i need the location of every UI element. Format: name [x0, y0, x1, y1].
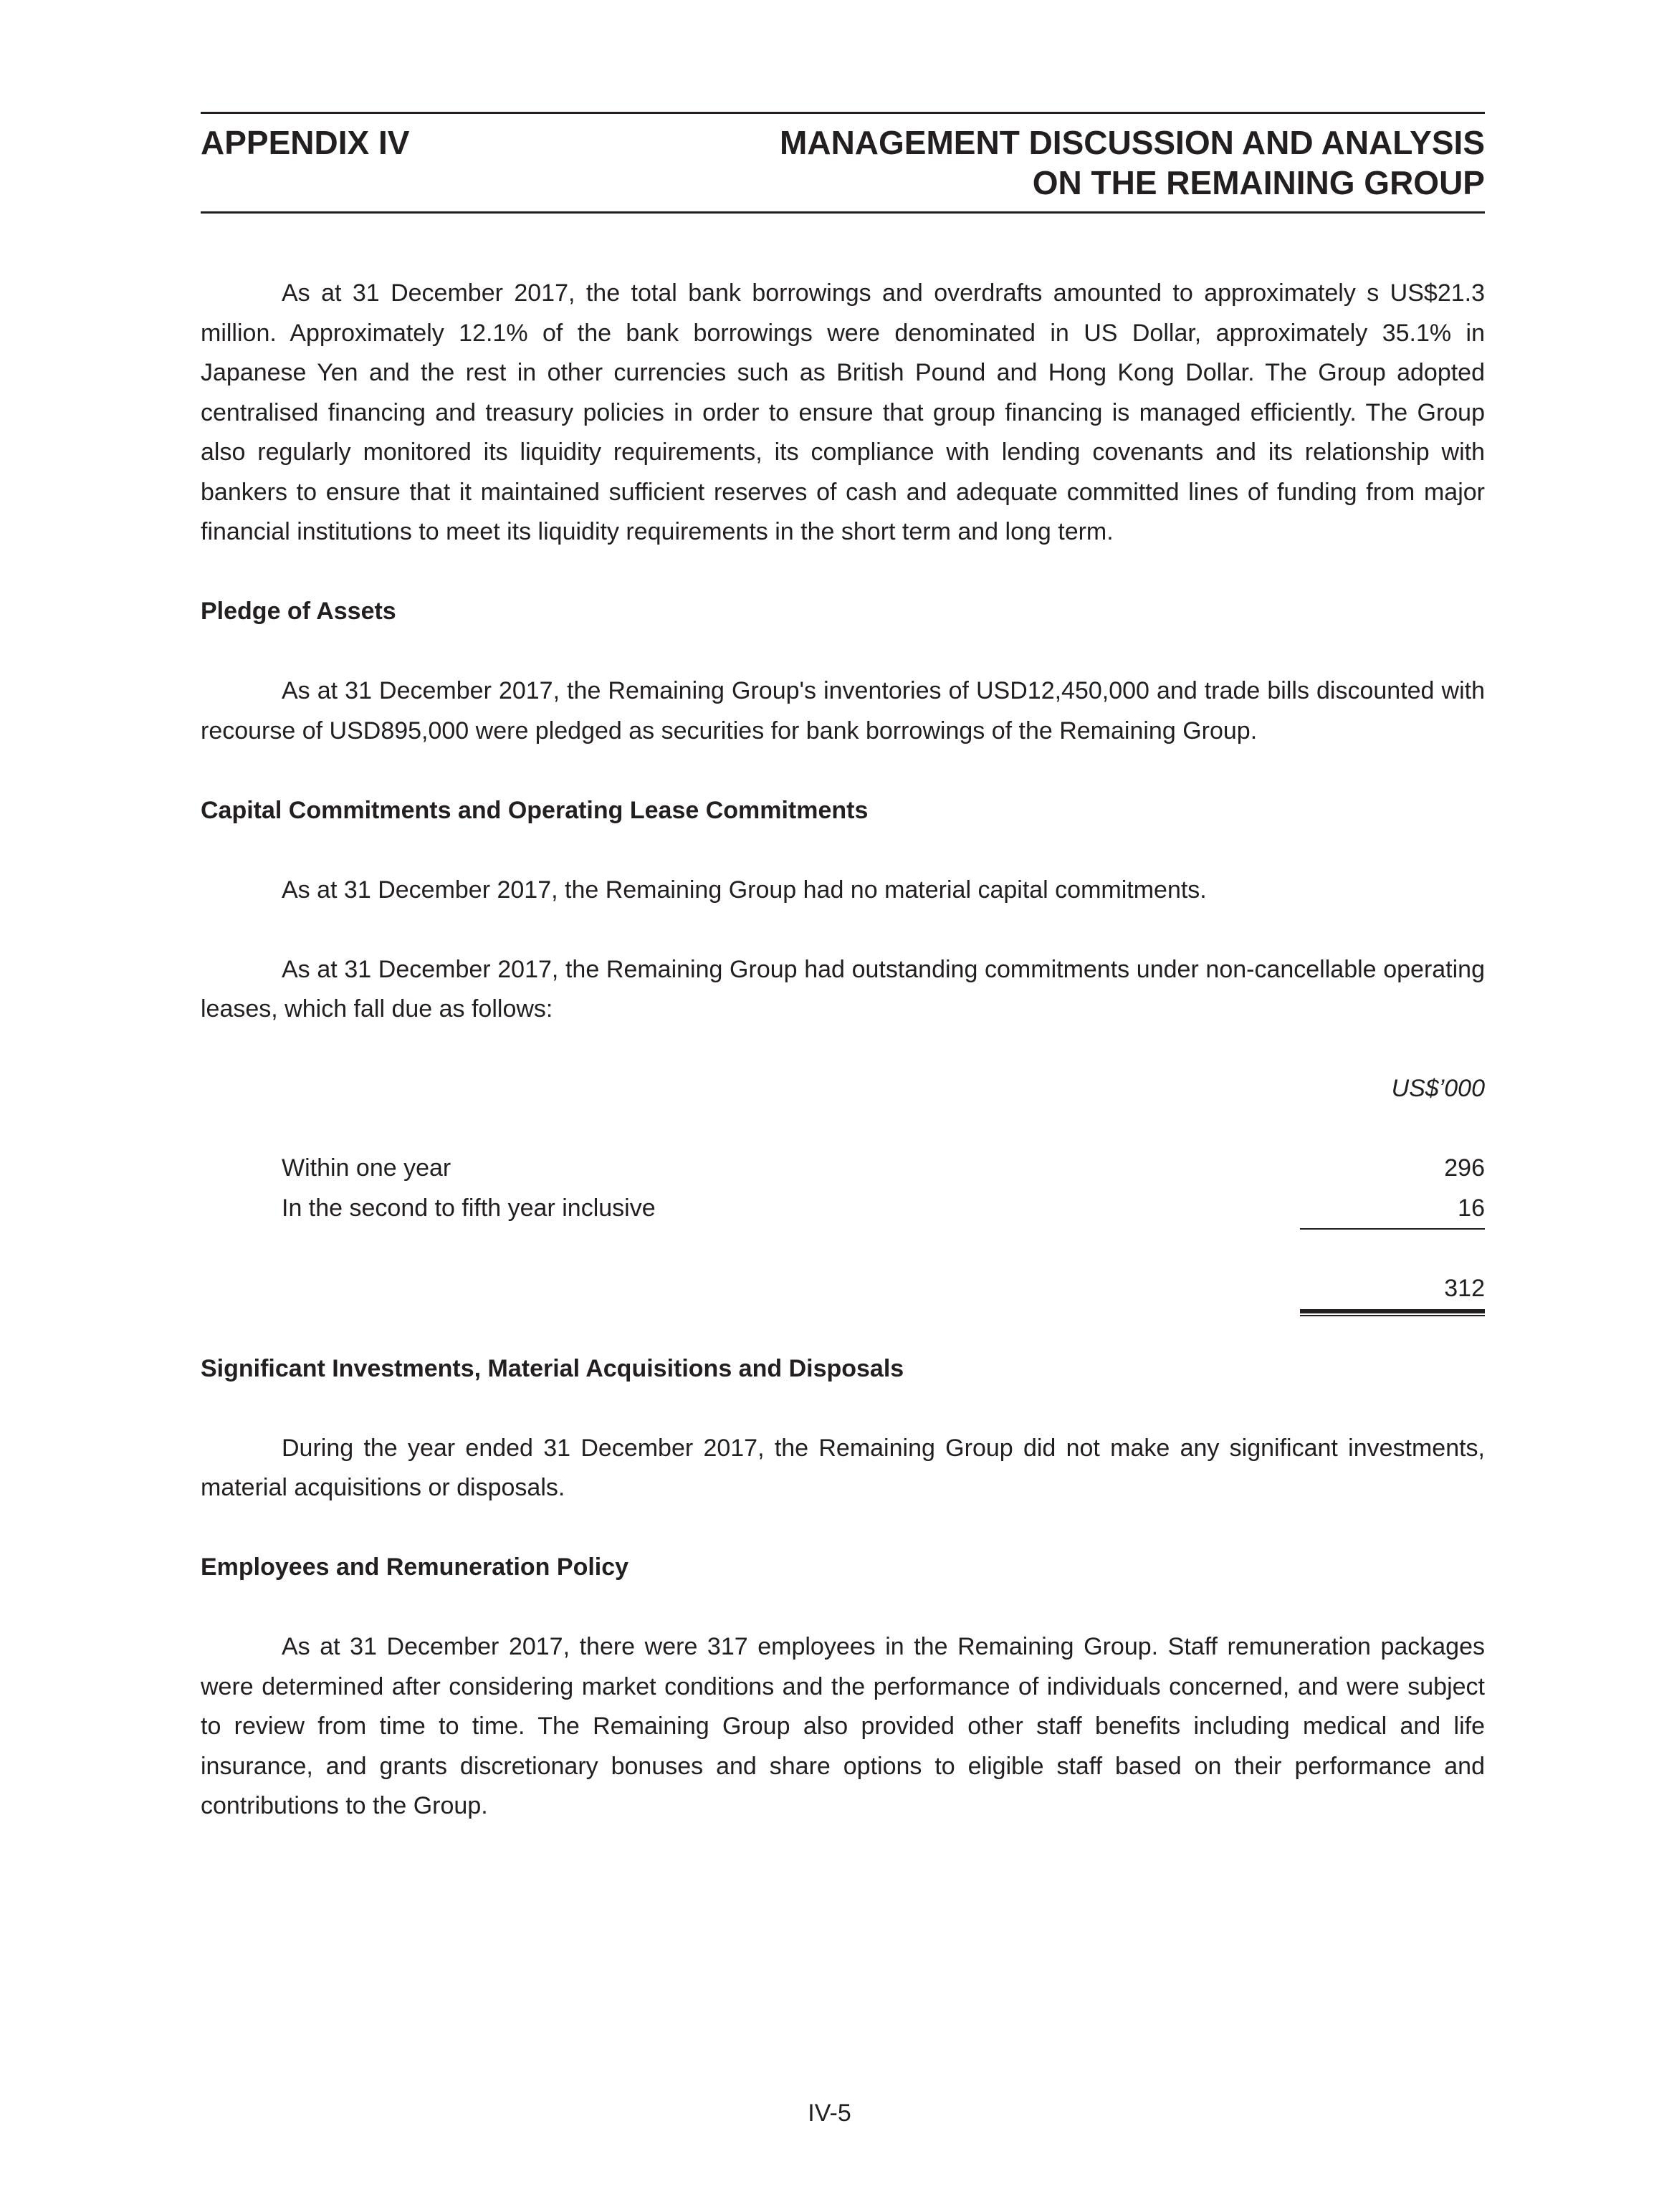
appendix-label: APPENDIX IV — [201, 124, 410, 161]
table-row — [201, 1189, 1485, 1229]
lease-commitments-table — [201, 1069, 1485, 1316]
table-row — [201, 1149, 1485, 1189]
body-content — [201, 274, 1485, 1826]
intro-paragraph: As at 31 December 2017, the total bank borrowings and overdrafts amounted to approximately s US$21.3 million. Approximately 12.1% of the bank borrowings were denominated in US Dollar, approximately 35.1% in Japanese Yen and the rest in other currencies such as British Pound and Hong Kong Dollar. The Group adopted centralised financing and treasury policies in order to ensure that group financing is managed efficiently. The Group also regularly monitored its liquidity requirements, its compliance with lending covenants and its relationship with bankers to ensure that it maintained sufficient reserves of cash and adequate committed lines of funding from major financial institutions to meet its liquidity requirements in the short term and long term. — [201, 279, 1485, 545]
total-double-rule — [1300, 1309, 1485, 1316]
capital-paragraph-2: As at 31 December 2017, the Remaining Group had outstanding commitments under non-cancellable operating leases, which fall due as follows: — [201, 955, 1485, 1023]
page-title-line-2: ON THE REMAINING GROUP — [1032, 164, 1485, 201]
row-value: 16 — [1458, 1194, 1485, 1222]
page-number: IV-5 — [808, 2100, 851, 2127]
capital-heading: Capital Commitments and Operating Lease Commitments — [201, 796, 869, 824]
table-total-row — [201, 1269, 1485, 1309]
page-title-line-1: MANAGEMENT DISCUSSION AND ANALYSIS — [780, 124, 1485, 161]
unit-label: US$’000 — [1391, 1075, 1485, 1102]
row-label: In the second to fifth year inclusive — [282, 1194, 656, 1222]
investments-heading: Significant Investments, Material Acquisitions and Disposals — [201, 1354, 904, 1382]
investments-paragraph: During the year ended 31 December 2017, the Remaining Group did not make any significant investments, material acquisitions or disposals. — [201, 1434, 1485, 1501]
capital-paragraph-1: As at 31 December 2017, the Remaining Group had no material capital commitments. — [282, 876, 1207, 904]
row-label: Within one year — [282, 1154, 451, 1182]
employees-paragraph: As at 31 December 2017, there were 317 employees in the Remaining Group. Staff remuneration packages were determined after considering market conditions and the performance of individuals concerned, and were subject to review from time to time. The Remaining Group also provided other staff benefits including medical and life insurance, and grants discretionary bonuses and share options to eligible staff based on their performance and contributions to the Group. — [201, 1633, 1485, 1819]
employees-heading: Employees and Remuneration Policy — [201, 1553, 629, 1581]
header-bottom-rule — [201, 211, 1485, 214]
pledge-paragraph: As at 31 December 2017, the Remaining Group's inventories of USD12,450,000 and trade bills discounted with recourse of USD895,000 were pledged as securities for bank borrowings of the Remaining Group. — [201, 677, 1485, 744]
document-page — [201, 112, 1485, 1826]
pledge-heading: Pledge of Assets — [201, 598, 396, 625]
page-title — [780, 123, 1485, 203]
row-value: 296 — [1444, 1154, 1485, 1182]
page-header — [201, 114, 1485, 203]
table-unit-row — [201, 1069, 1485, 1109]
total-value: 312 — [1444, 1275, 1485, 1302]
